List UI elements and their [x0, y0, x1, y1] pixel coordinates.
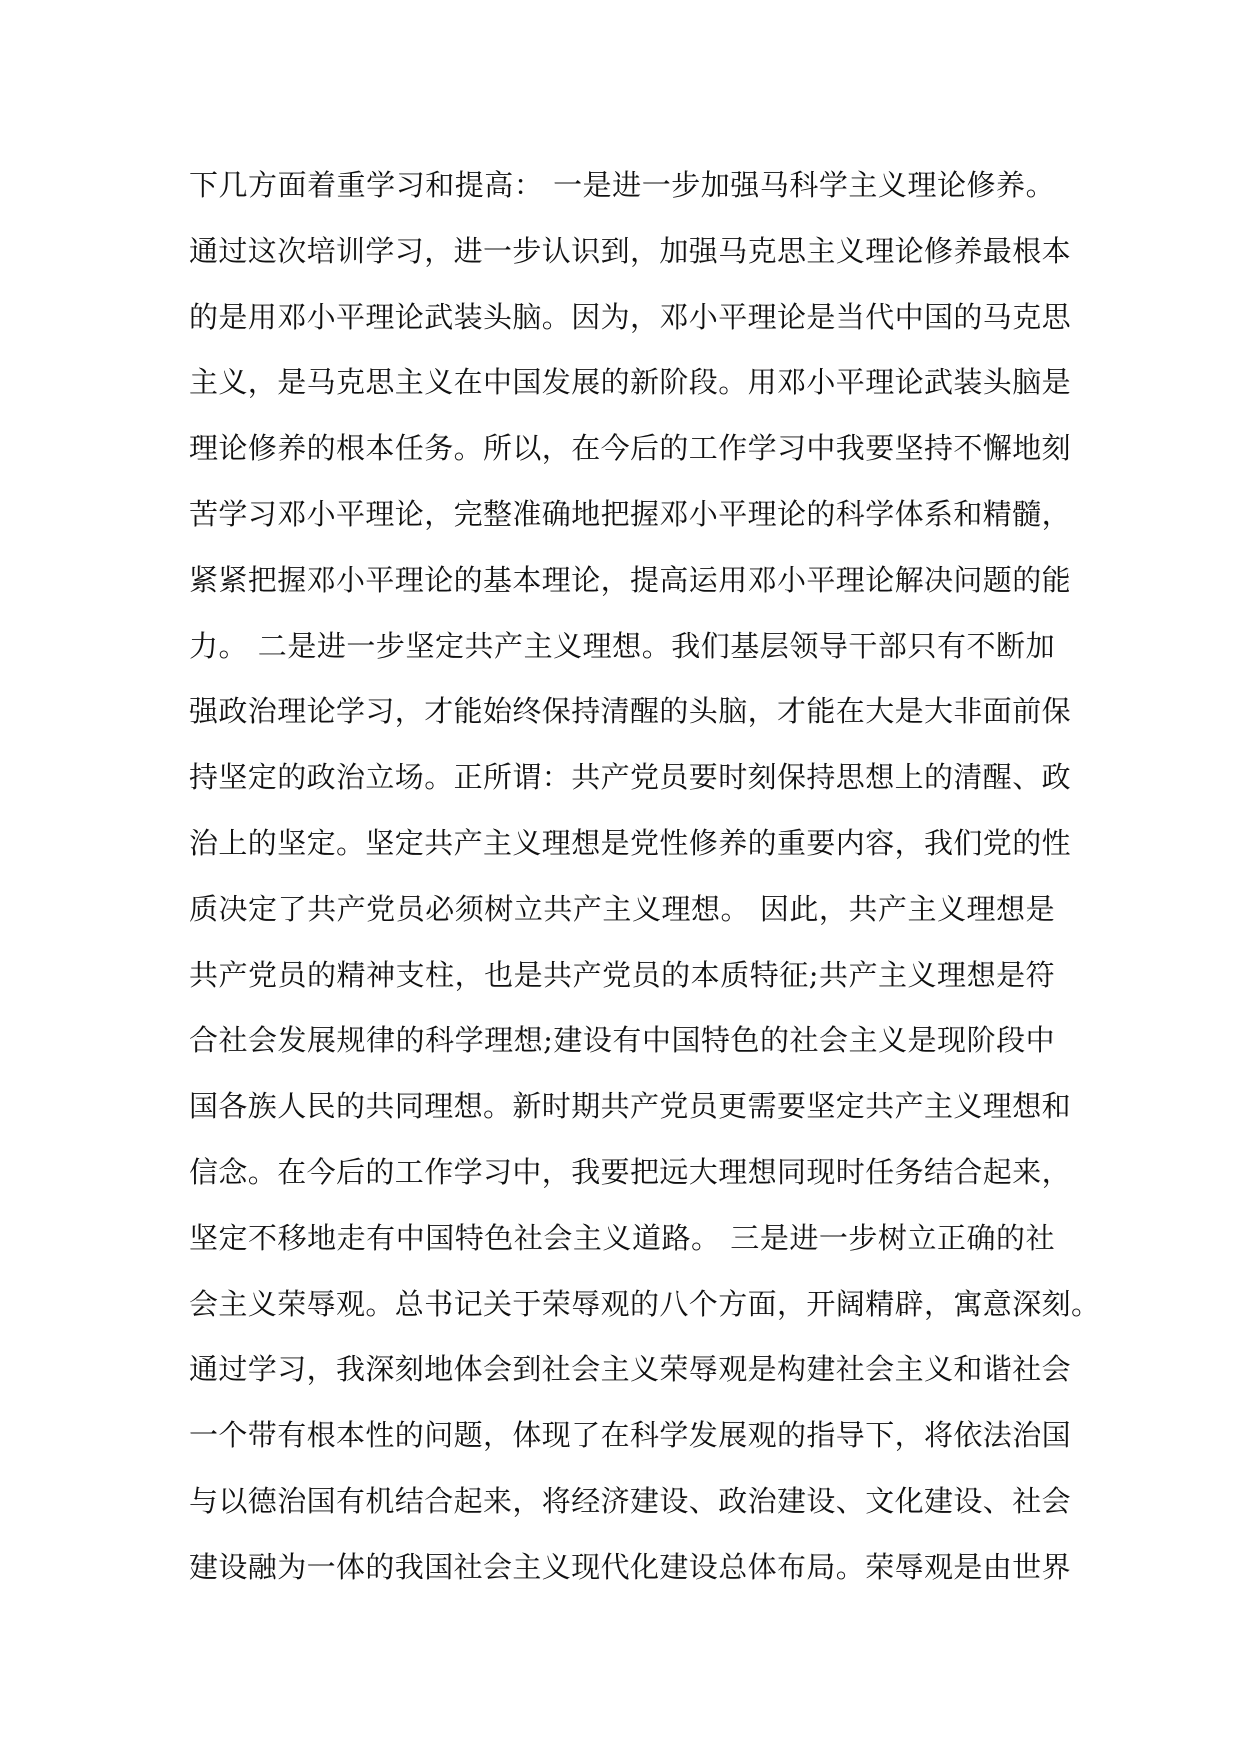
text-line: 国各族人民的共同理想。新时期共产党员更需要坚定共产主义理想和: [189, 1089, 1072, 1124]
text-line: 信念。在今后的工作学习中，我要把远大理想同现时任务结合起来，: [189, 1154, 1072, 1189]
text-line: 治上的坚定。坚定共产主义理想是党性修养的重要内容，我们党的性: [189, 825, 1072, 860]
text-line: 共产党员的精神支柱，也是共产党员的本质特征;共产主义理想是符: [189, 957, 1055, 992]
text-line: 苦学习邓小平理论，完整准确地把握邓小平理论的科学体系和精髓，: [189, 496, 1072, 531]
text-line: 下几方面着重学习和提高： 一是进一步加强马科学主义理论修养。: [189, 168, 1055, 202]
text-line: 与以德治国有机结合起来，将经济建设、政治建设、文化建设、社会: [189, 1483, 1072, 1518]
text-line: 会主义荣辱观。总书记关于荣辱观的八个方面，开阔精辟，寓意深刻。: [189, 1286, 1101, 1321]
text-line: 力。 二是进一步坚定共产主义理想。我们基层领导干部只有不断加: [189, 628, 1055, 663]
text-line: 坚定不移地走有中国特色社会主义道路。 三是进一步树立正确的社: [189, 1220, 1055, 1255]
text-line: 建设融为一体的我国社会主义现代化建设总体布局。荣辱观是由世界: [189, 1549, 1072, 1584]
text-line: 紧紧把握邓小平理论的基本理论，提高运用邓小平理论解决问题的能: [189, 562, 1072, 597]
text-line: 持坚定的政治立场。正所谓：共产党员要时刻保持思想上的清醒、政: [189, 760, 1072, 795]
text-line: 通过这次培训学习，进一步认识到，加强马克思主义理论修养最根本: [189, 233, 1072, 268]
text-line: 理论修养的根本任务。所以，在今后的工作学习中我要坚持不懈地刻: [189, 431, 1072, 466]
body-text: [189, 153, 1101, 1601]
text-line: 强政治理论学习，才能始终保持清醒的头脑，才能在大是大非面前保: [189, 694, 1072, 729]
text-line: 的是用邓小平理论武装头脑。因为，邓小平理论是当代中国的马克思: [189, 299, 1072, 334]
text-line: 质决定了共产党员必须树立共产主义理想。 因此，共产主义理想是: [189, 891, 1055, 926]
text-line: 通过学习，我深刻地体会到社会主义荣辱观是构建社会主义和谐社会: [189, 1352, 1072, 1387]
text-line: 主义，是马克思主义在中国发展的新阶段。用邓小平理论武装头脑是: [189, 365, 1072, 400]
text-line: 合社会发展规律的科学理想;建设有中国特色的社会主义是现阶段中: [189, 1023, 1055, 1058]
text-line: 一个带有根本性的问题，体现了在科学发展观的指导下，将依法治国: [189, 1418, 1072, 1453]
